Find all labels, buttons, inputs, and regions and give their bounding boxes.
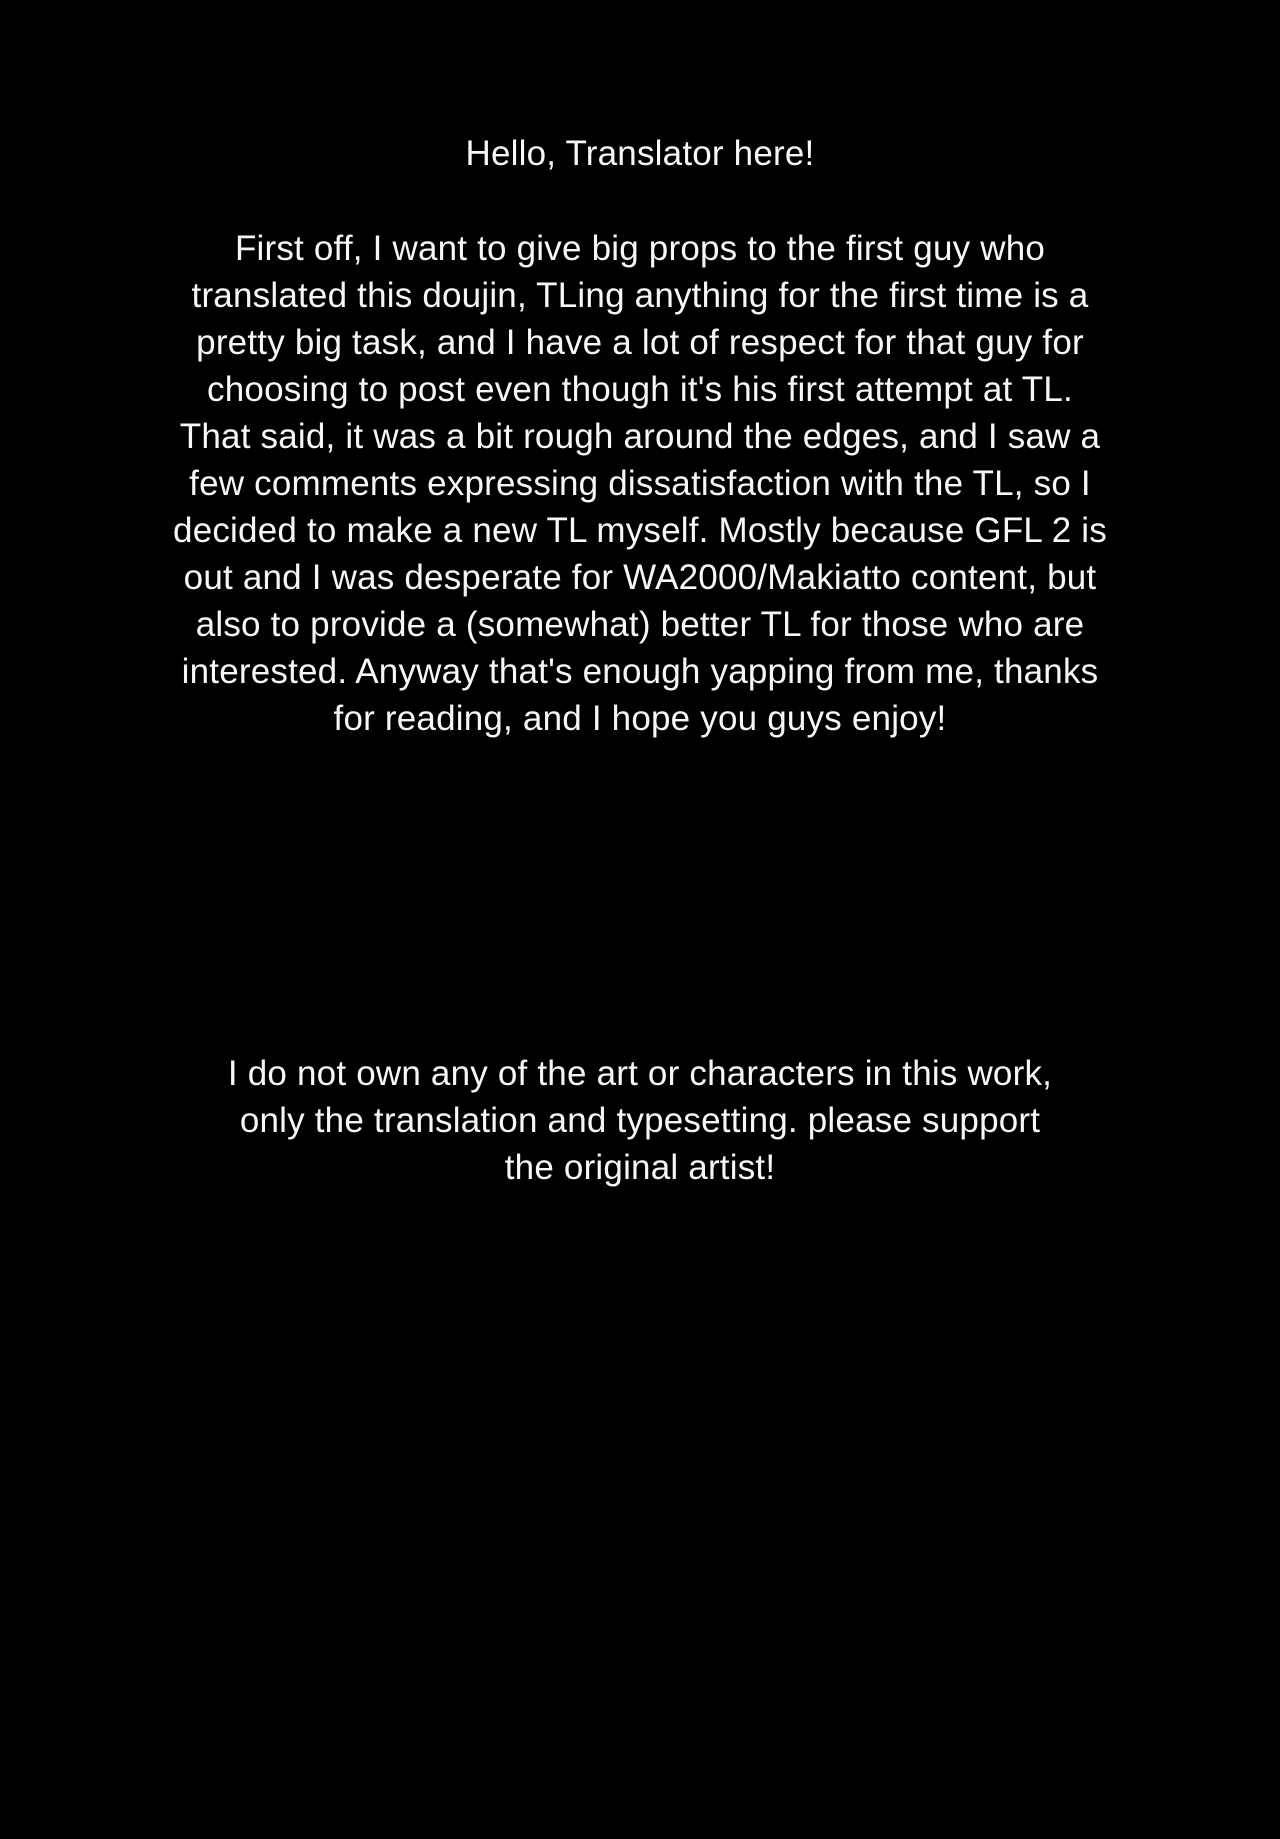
body-line: interested. Anyway that's enough yapping from me, thanks [181,652,1099,691]
disclaimer-line: the original artist! [504,1148,776,1187]
translator-note-disclaimer [0,1050,1280,1191]
body-line: few comments expressing dissatisfaction with the TL, so I [189,464,1091,503]
body-line: choosing to post even though it's his first attempt at TL. [207,370,1073,409]
translator-note-body [0,225,1280,742]
body-line: That said, it was a bit rough around the edges, and I saw a [179,417,1101,456]
body-line: out and I was desperate for WA2000/Makiatto content, but [183,558,1097,597]
body-line: pretty big task, and I have a lot of respect for that guy for [196,323,1084,362]
body-line: also to provide a (somewhat) better TL for those who are [195,605,1085,644]
body-line: for reading, and I hope you guys enjoy! [333,699,947,738]
translator-note-heading [0,130,1280,177]
disclaimer-line: I do not own any of the art or characters in this work, [227,1054,1053,1093]
heading-line: Hello, Translator here! [465,134,815,173]
body-line: decided to make a new TL myself. Mostly because GFL 2 is [173,511,1107,550]
body-line: First off, I want to give big props to the first guy who [234,229,1046,268]
body-line: translated this doujin, TLing anything for the first time is a [191,276,1089,315]
disclaimer-line: only the translation and typesetting. please support [239,1101,1041,1140]
